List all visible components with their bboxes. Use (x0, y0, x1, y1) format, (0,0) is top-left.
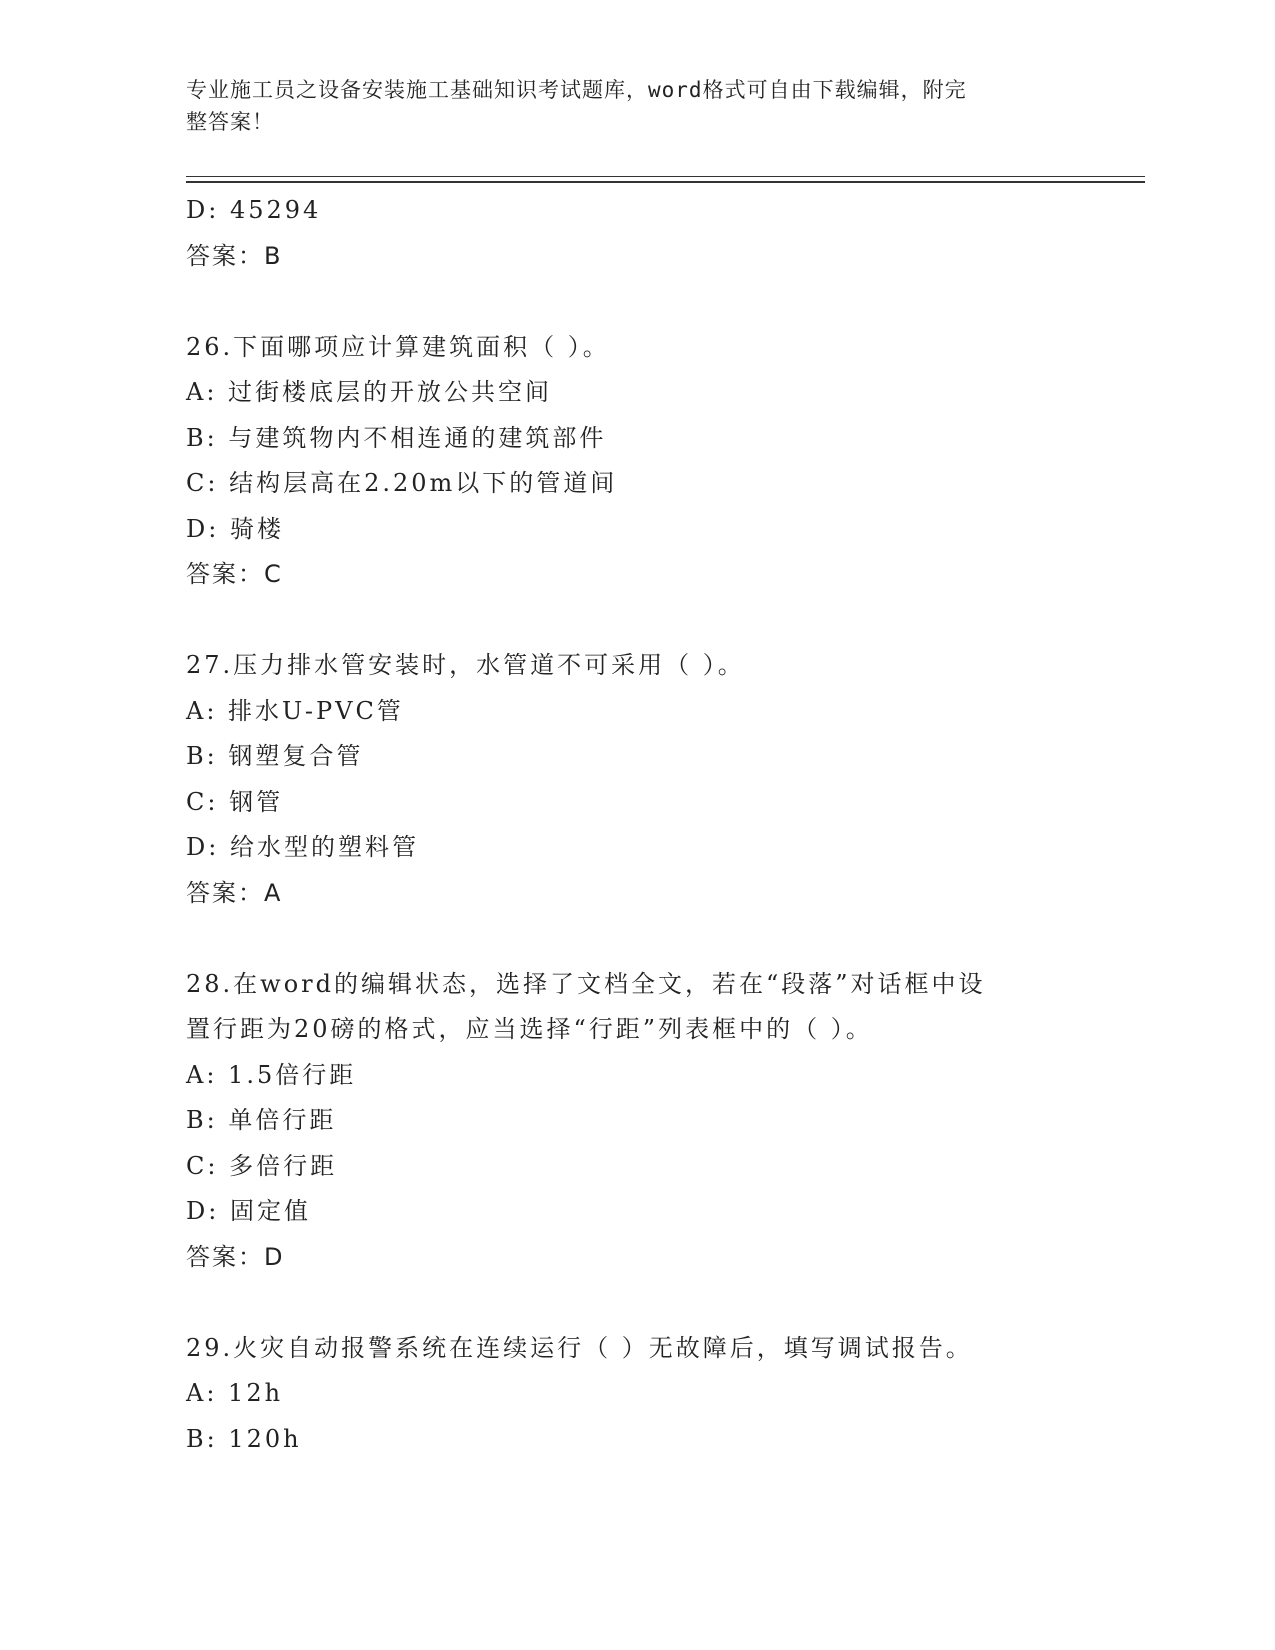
document-header (186, 74, 1066, 138)
answer-line: 答案：B (186, 241, 283, 270)
blank-line (186, 598, 1086, 644)
option-line: B: 120h (186, 1424, 302, 1453)
option-line: C: 结构层高在2.20m以下的管道间 (186, 469, 618, 497)
blank-line (186, 916, 1086, 962)
option-line: B: 与建筑物内不相连通的建筑部件 (186, 423, 607, 452)
question-line: 置行距为20磅的格式，应当选择“行距”列表框中的（ ）。 (186, 1015, 873, 1043)
option-line: D: 给水型的塑料管 (186, 833, 419, 861)
question-line: 29.火灾自动报警系统在连续运行（ ）无故障后，填写调试报告。 (186, 1333, 973, 1362)
answer-line: 答案：A (186, 878, 283, 907)
option-line: A: 排水U-PVC管 (186, 696, 404, 725)
question-line: 27.压力排水管安装时，水管道不可采用（ ）。 (186, 651, 745, 679)
option-line: A: 过街楼底层的开放公共空间 (186, 378, 553, 406)
option-line: D: 45294 (186, 196, 322, 224)
question-line: 26.下面哪项应计算建筑面积（ ）。 (186, 332, 610, 361)
option-line: A: 12h (186, 1379, 284, 1407)
header-title-line-1: 专业施工员之设备安装施工基础知识考试题库，word格式可自由下载编辑，附完 (186, 78, 967, 102)
document-body (186, 188, 1086, 1462)
blank-line (186, 1280, 1086, 1326)
option-line: C: 多倍行距 (186, 1151, 338, 1180)
header-divider-thin (186, 176, 1145, 177)
header-title-line-2: 整答案！ (186, 110, 274, 134)
header-divider-thick (186, 181, 1145, 183)
question-line: 28.在word的编辑状态，选择了文档全文，若在“段落”对话框中设 (186, 969, 986, 998)
option-line: B: 钢塑复合管 (186, 742, 364, 770)
option-line: D: 骑楼 (186, 514, 284, 543)
option-line: B: 单倍行距 (186, 1106, 337, 1134)
option-line: A: 1.5倍行距 (186, 1060, 357, 1089)
option-line: C: 钢管 (186, 787, 284, 816)
blank-line (186, 279, 1086, 325)
option-line: D: 固定值 (186, 1197, 311, 1225)
answer-line: 答案：C (186, 560, 283, 588)
answer-line: 答案：D (186, 1242, 285, 1271)
